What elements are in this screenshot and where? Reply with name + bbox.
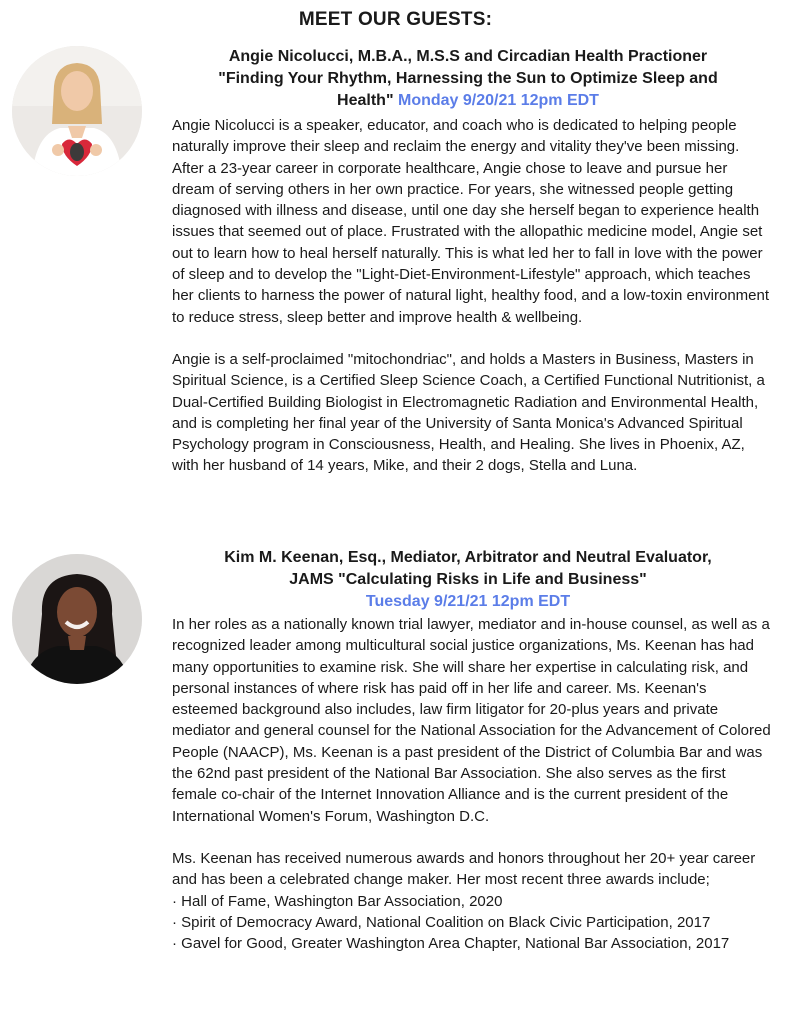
- guest-photo-kim-keenan: [12, 554, 142, 684]
- award-item: · Hall of Fame, Washington Bar Association, 2020: [172, 891, 772, 912]
- talk-title-end: Health": [337, 92, 394, 109]
- award-item: · Gavel for Good, Greater Washington Area Chapter, National Bar Association, 2017: [172, 933, 772, 954]
- guest-heading-angie-nicolucci: [172, 46, 764, 112]
- guest-heading-kim-keenan: [172, 547, 764, 613]
- guest-photo-angie-nicolucci: [12, 46, 142, 176]
- guest-bio-angie-nicolucci: [172, 115, 772, 477]
- talk-title: JAMS "Calculating Risks in Life and Business": [289, 571, 647, 588]
- guest-name: Kim M. Keenan, Esq., Mediator, Arbitrator and Neutral Evaluator,: [224, 549, 712, 566]
- session-date: Monday 9/20/21 12pm EDT: [397, 92, 599, 109]
- bio-paragraph: Angie is a self-proclaimed "mitochondriac", and holds a Masters in Business, Masters in Spiritual Science, is a Certified Sleep Science Coach, a Certified Functional Nutritionist, a Dual-Certified Building Biologist in Electromagnetic Radiation and Environmental Health, and is completing her final year of the University of Santa Monica's Advanced Spiritual Psychology program in Consciousness, Health, and Healing. She lives in Phoenix, AZ, with her husband of 14 years, Mike, and their 2 dogs, Stella and Luna.: [172, 350, 765, 475]
- bio-paragraph: In her roles as a nationally known trial lawyer, mediator and in-house counsel, as well as a recognized leader among multicultural social justice organizations, Ms. Keenan has had many opportunities to examine risk. She will share her expertise in calculating risk, and personal instances of where risk has paid off in her life and career. Ms. Keenan's esteemed background also includes, law firm litigator for 20-plus years and private mediator and general counsel for the National Association for the Advancement of Colored People (NAACP), Ms. Keenan is a past president of the District of Columbia Bar and was the 62nd past president of the National Bar Association. She also serves as the first female co-chair of the Internet Innovation Alliance and is the current president of the International Women's Forum, Washington D.C.: [172, 616, 771, 825]
- talk-title: "Finding Your Rhythm, Harnessing the Sun to Optimize Sleep and: [218, 70, 718, 87]
- awards-list: [172, 891, 772, 955]
- guest-bio-kim-keenan: [172, 614, 772, 954]
- session-date: Tuesday 9/21/21 12pm EDT: [365, 593, 571, 610]
- page-title: MEET OUR GUESTS:: [298, 9, 493, 30]
- award-item: · Spirit of Democracy Award, National Coalition on Black Civic Participation, 2017: [172, 912, 772, 933]
- bio-paragraph: Ms. Keenan has received numerous awards and honors throughout her 20+ year career and has been a celebrated change maker. Her most recent three awards include;: [172, 849, 756, 889]
- guest-name: Angie Nicolucci, M.B.A., M.S.S and Circadian Health Practioner: [228, 48, 708, 65]
- bio-paragraph: Angie Nicolucci is a speaker, educator, and coach who is dedicated to helping people naturally improve their sleep and reclaim the energy and vitality they've been missing. After a 23-year career in corporate healthcare, Angie chose to leave and pursue her dream of serving others in her own practice. For years, she witnessed people getting diagnosed with illness and disease, until one day she herself began to experience health issues that seemed out of place. Frustrated with the allopathic medicine model, Angie set out to learn how to heal herself naturally. This is what led her to fall in love with the power of sleep and to develop the "Light-Diet-Environment-Lifestyle" approach, which teaches her clients to harness the power of natural light, healthy food, and a low-toxin environment to reduce stress, sleep better and improve health & wellbeing.: [172, 117, 770, 326]
